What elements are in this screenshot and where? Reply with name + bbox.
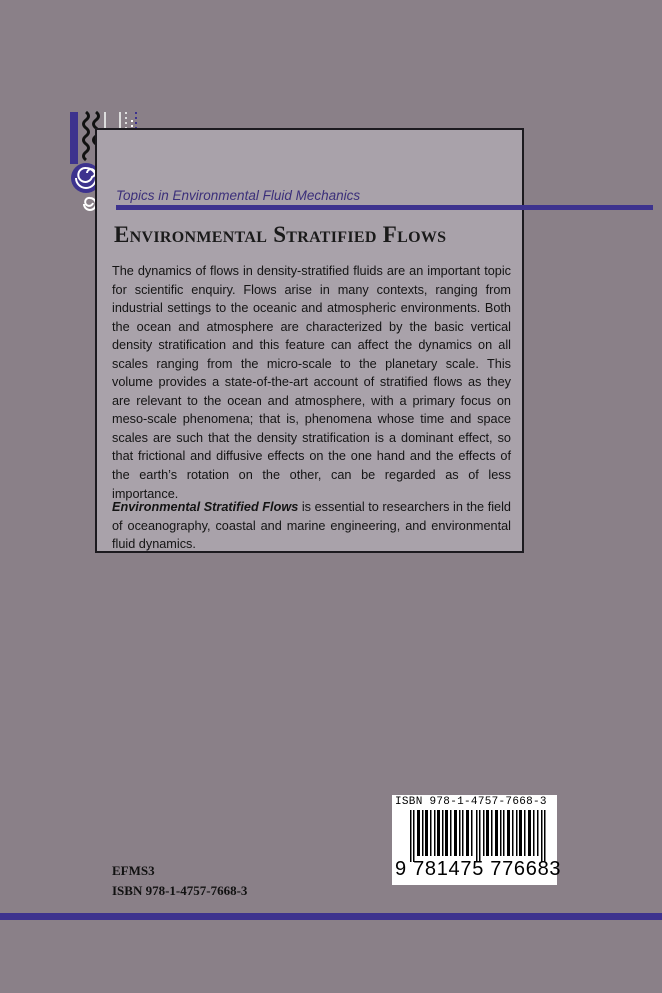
isbn-barcode: [392, 795, 562, 885]
series-underline: [116, 205, 653, 210]
book-title-inline: Environmental Stratified Flows: [112, 500, 299, 514]
series-code: EFMS3: [112, 863, 155, 878]
barcode-digits: 9 781475 776683: [395, 858, 562, 880]
barcode-bars: [410, 810, 550, 862]
book-description: The dynamics of flows in density-stratified fluids are an important topic for scientific enquiry. Flows arise in many contexts, ranging from industrial settings to the oceanic and atmospheric environments. Both the ocean and atmosphere are characterized by the basic vertical density stratification and this feature can affect the dynamics on all scales ranging from the micro-scale to the planetary scale. This volume provides a state-of-the-art account of stratified flows as they are relevant to the ocean and atmosphere, with a primary focus on meso-scale phenomena; that is, phenomena whose time and space scales are such that the density stratification is a dominant effect, so that frictional and diffusive effects on the one hand and the effects of the earth’s rotation on the other, can be regarded as of less importance.: [112, 264, 511, 501]
book-audience-text: is essential to researchers in the field of oceanography, coastal and marine engineering, and environmental fluid dynamics.: [112, 500, 511, 552]
series-name: Topics in Environmental Fluid Mechanics: [116, 188, 361, 203]
isbn-label: ISBN 978-1-4757-7668-3: [112, 883, 248, 898]
book-title: Environmental Stratified Flows: [114, 222, 447, 247]
barcode-isbn-text: ISBN 978-1-4757-7668-3: [395, 796, 547, 808]
book-audience: [112, 498, 511, 554]
bottom-rule: [0, 913, 662, 920]
